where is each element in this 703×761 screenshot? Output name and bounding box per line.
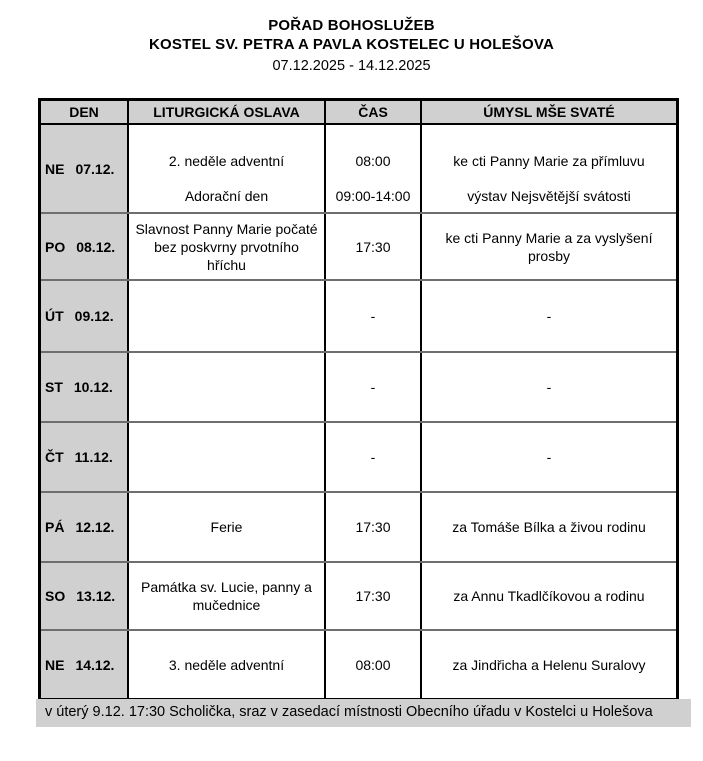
day-cell: [41, 493, 129, 561]
table-row: [41, 561, 676, 629]
time-cell: 08:00: [326, 631, 422, 698]
day-date: 09.12.: [74, 308, 114, 324]
celebration-cell: [129, 353, 326, 421]
intention-cell: za Tomáše Bílka a živou rodinu: [452, 519, 646, 535]
celebration-cell: Památka sv. Lucie, panny a mučednice: [129, 563, 326, 629]
header-cell-liturgicka-oslava: LITURGICKÁ OSLAVA: [129, 101, 326, 123]
celebration-cell: Ferie: [129, 493, 326, 561]
time-text: 08:00: [355, 153, 391, 169]
church-name: KOSTEL SV. PETRA A PAVLA KOSTELEC U HOLEŠOVA: [149, 36, 554, 53]
intention-cell: za Jindřicha a Helenu Suralovy: [452, 656, 646, 673]
header-cell-cas: ČAS: [326, 101, 422, 123]
celebration-cell: [129, 281, 326, 351]
date-range: 07.12.2025 - 14.12.2025: [272, 58, 431, 74]
day-cell: [41, 353, 129, 421]
day-abbrev: NE: [45, 160, 65, 177]
day-date: 12.12.: [75, 519, 115, 535]
day-date: 07.12.: [75, 160, 115, 177]
schedule-table: [38, 98, 679, 701]
day-abbrev: NE: [45, 656, 65, 673]
time-cell: -: [326, 281, 422, 351]
day-cell: [41, 214, 129, 279]
intention-cell: -: [546, 379, 552, 395]
day-abbrev: PÁ: [45, 519, 65, 535]
time-cell: [326, 125, 422, 212]
page-title: POŘAD BOHOSLUŽEB: [268, 17, 435, 34]
day-cell: [41, 423, 129, 491]
intention-cell: -: [546, 449, 552, 465]
intention-cell: [422, 125, 676, 212]
table-header-row: [41, 101, 676, 125]
time-cell: -: [326, 353, 422, 421]
time-cell: 17:30: [326, 493, 422, 561]
time-cell: 17:30: [326, 563, 422, 629]
day-date: 11.12.: [74, 449, 113, 465]
celebration-cell: Slavnost Panny Marie počaté bez poskvrny prvotního hříchu: [129, 214, 326, 279]
celebration-text-2: Adorační den: [184, 188, 269, 204]
time-cell: -: [326, 423, 422, 491]
celebration-cell: 3. neděle adventní: [129, 631, 326, 698]
table-row: [41, 125, 676, 212]
header-cell-den: DEN: [41, 101, 129, 123]
intention-cell: za Annu Tkadlčíkovou a rodinu: [453, 588, 645, 604]
time-cell: 17:30: [326, 214, 422, 279]
header-cell-umysl: ÚMYSL MŠE SVATÉ: [422, 101, 676, 123]
day-date: 14.12.: [75, 656, 115, 673]
intention-text: ke cti Panny Marie za přímluvu: [453, 153, 645, 169]
day-abbrev: ST: [45, 379, 63, 395]
day-abbrev: ČT: [45, 449, 64, 465]
announcement-note: v úterý 9.12. 17:30 Scholička, sraz v zasedací místnosti Obecního úřadu v Kostelci u Holešova: [36, 699, 691, 727]
table-row: [41, 351, 676, 421]
day-cell: [41, 563, 129, 629]
day-date: 08.12.: [76, 238, 116, 255]
celebration-cell: [129, 125, 326, 212]
day-date: 10.12.: [73, 379, 113, 395]
table-row: [41, 491, 676, 561]
celebration-text: 2. neděle adventní: [168, 153, 285, 169]
intention-text-2: výstav Nejsvětější svátosti: [467, 188, 631, 204]
table-row: [41, 212, 676, 279]
title-block: [0, 0, 703, 77]
day-cell: [41, 631, 129, 698]
table-row: [41, 279, 676, 351]
day-abbrev: ÚT: [45, 308, 64, 324]
intention-cell: ke cti Panny Marie a za vyslyšení prosby: [445, 229, 653, 264]
day-abbrev: PO: [45, 238, 66, 255]
day-cell: [41, 125, 129, 212]
intention-cell: -: [546, 308, 552, 324]
day-date: 13.12.: [76, 588, 116, 604]
time-text-2: 09:00-14:00: [335, 188, 411, 204]
table-row: [41, 421, 676, 491]
table-row: [41, 629, 676, 698]
day-cell: [41, 281, 129, 351]
celebration-cell: [129, 423, 326, 491]
day-abbrev: SO: [45, 588, 66, 604]
